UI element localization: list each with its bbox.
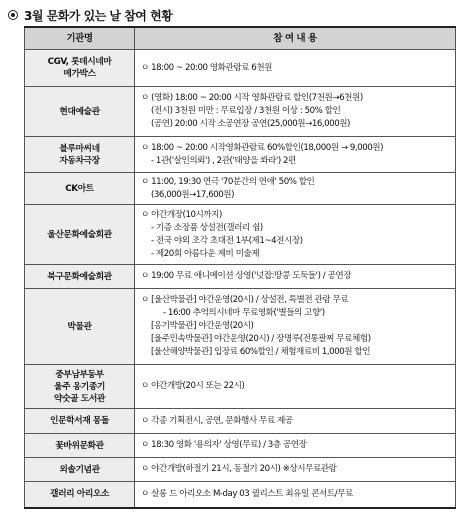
org-line: 울주 옹기종기: [54, 381, 105, 392]
table-row: [25, 289, 456, 365]
content-cell: [135, 205, 456, 265]
table-row: [25, 434, 456, 458]
content-line: ㅇ 19:00 무료 애니메이션 상영('넛잡:땅콩 도둑들') / 공연장: [141, 271, 352, 281]
table-row: [25, 87, 456, 137]
content-line: - 16:00 추억의시네마 무료영화('별들의 고향'): [163, 308, 325, 318]
org-line: 박물관: [67, 321, 92, 332]
org-line: 인문학서재 몽돌: [50, 416, 109, 426]
content-line: ㅇ 야간개방(하절기 21시, 동절기 20시) ※상시무료관람: [141, 464, 337, 474]
content-line: (공연) 20:00 시작 소공연장 공연(25,000원→16,000원): [151, 119, 350, 129]
header-org: 기관명: [25, 27, 135, 50]
content-cell: [135, 87, 456, 137]
page-title: [8, 6, 172, 24]
content-cell: [135, 482, 456, 508]
header-content: 참 여 내 용: [135, 27, 456, 50]
table-row: [25, 458, 456, 482]
content-line: (전시) 3천원 미만 : 무료입장 / 3천원 이상 : 50% 할인: [151, 106, 341, 116]
org-cell: [25, 137, 135, 173]
org-line: 메가박스: [63, 69, 96, 79]
content-line: [울주민속박물관] 야간운영(20시) / 장명루(전통팔찌 무료체험): [151, 334, 371, 344]
org-cell: [25, 289, 135, 365]
org-line: 갤러리 아리오소: [50, 489, 109, 500]
content-cell: [135, 458, 456, 482]
content-cell: [135, 265, 456, 289]
content-line: [울산해양박물관] 입장료 60%할인 / 체험재료비 1,000원 할인: [151, 347, 371, 357]
content-line: - 기증 소장품 상설전(갤러리 쉼): [151, 222, 263, 233]
org-cell: [25, 458, 135, 482]
org-cell: [25, 434, 135, 458]
org-cell: [25, 87, 135, 137]
org-cell: [25, 50, 135, 87]
content-cell: [135, 365, 456, 409]
content-cell: [135, 50, 456, 87]
bullet-circle-icon: [8, 10, 18, 20]
content-line: - 1관('살인의뢰') , 2관('태양을 쏴라') 2편: [151, 155, 296, 166]
content-line: (36,000원→17,600원): [151, 189, 234, 200]
content-line: ㅇ 18:00 ~ 20:00 시작영화관람료 60%할인(18,000원 → 9,000원): [141, 142, 384, 153]
org-line: CGV, 롯데시네마: [47, 57, 112, 67]
content-line: [옹기박물관] 야간운영(20시): [151, 321, 254, 331]
org-line: 블루마씨네: [59, 143, 100, 154]
table-header-row: [25, 27, 456, 50]
org-cell: [25, 482, 135, 508]
org-line: 외솔기념관: [59, 464, 100, 475]
org-cell: [25, 173, 135, 205]
content-cell: [135, 434, 456, 458]
content-line: ㅇ 11:00, 19:30 연극 '70분간의 연애' 50% 할인: [141, 176, 315, 187]
org-cell: [25, 365, 135, 409]
org-line: 중부남부동부: [55, 369, 104, 380]
table-row: [25, 365, 456, 409]
content-line: ㅇ 살롱 드 아리오소 M-day 03 퀼리스트 최유일 콘서트/무료: [141, 488, 353, 499]
participation-table: [24, 26, 456, 509]
content-line: - 전국 야외 조각 초대전 1부(제1~4전시장): [151, 235, 303, 246]
content-line: ㅇ 각종 기획전시, 공연, 문화행사 무료 제공: [141, 415, 293, 426]
content-cell: [135, 409, 456, 434]
table-row: [25, 265, 456, 289]
content-line: - 제20회 아름다운 제비 미술제: [151, 248, 260, 259]
content-cell: [135, 173, 456, 205]
table-row: [25, 137, 456, 173]
org-cell: [25, 205, 135, 265]
content-line: ㅇ 야간개장(10시까지): [141, 209, 222, 220]
org-line: 자동차극장: [59, 155, 100, 166]
table-row: [25, 409, 456, 434]
content-line: ㅇ [울산박물관] 야간운영(20시) / 상설전, 특별전 관람 무료: [141, 295, 349, 305]
table-row: [25, 173, 456, 205]
org-line: 꽃바위문화관: [55, 440, 104, 451]
org-line: 북구문화예술회관: [47, 271, 112, 282]
page-title-text: 3월 문화가 있는 날 참여 현황: [24, 8, 173, 23]
content-line: ㅇ 18:30 영화 '용의자' 상영(무료) / 3층 공연장: [141, 440, 307, 450]
content-line: ㅇ (영화) 18:00 ~ 20:00 시작 영화관람료 할인(7천원→6천원): [141, 93, 363, 103]
table-row: [25, 205, 456, 265]
org-line: CK아트: [65, 183, 94, 194]
org-cell: [25, 265, 135, 289]
org-line: 현대예술관: [59, 106, 100, 117]
table-row: [25, 482, 456, 508]
content-cell: [135, 289, 456, 365]
org-line: 약숫골 도서관: [54, 393, 105, 404]
table-row: [25, 50, 456, 87]
content-line: ㅇ 야간개방(20시 또는 22시): [141, 381, 245, 391]
org-cell: [25, 409, 135, 434]
content-line: ㅇ 18:00 ~ 20:00 영화관람료 6천원: [141, 62, 273, 73]
content-cell: [135, 137, 456, 173]
org-line: 울산문화예술회관: [47, 229, 112, 240]
